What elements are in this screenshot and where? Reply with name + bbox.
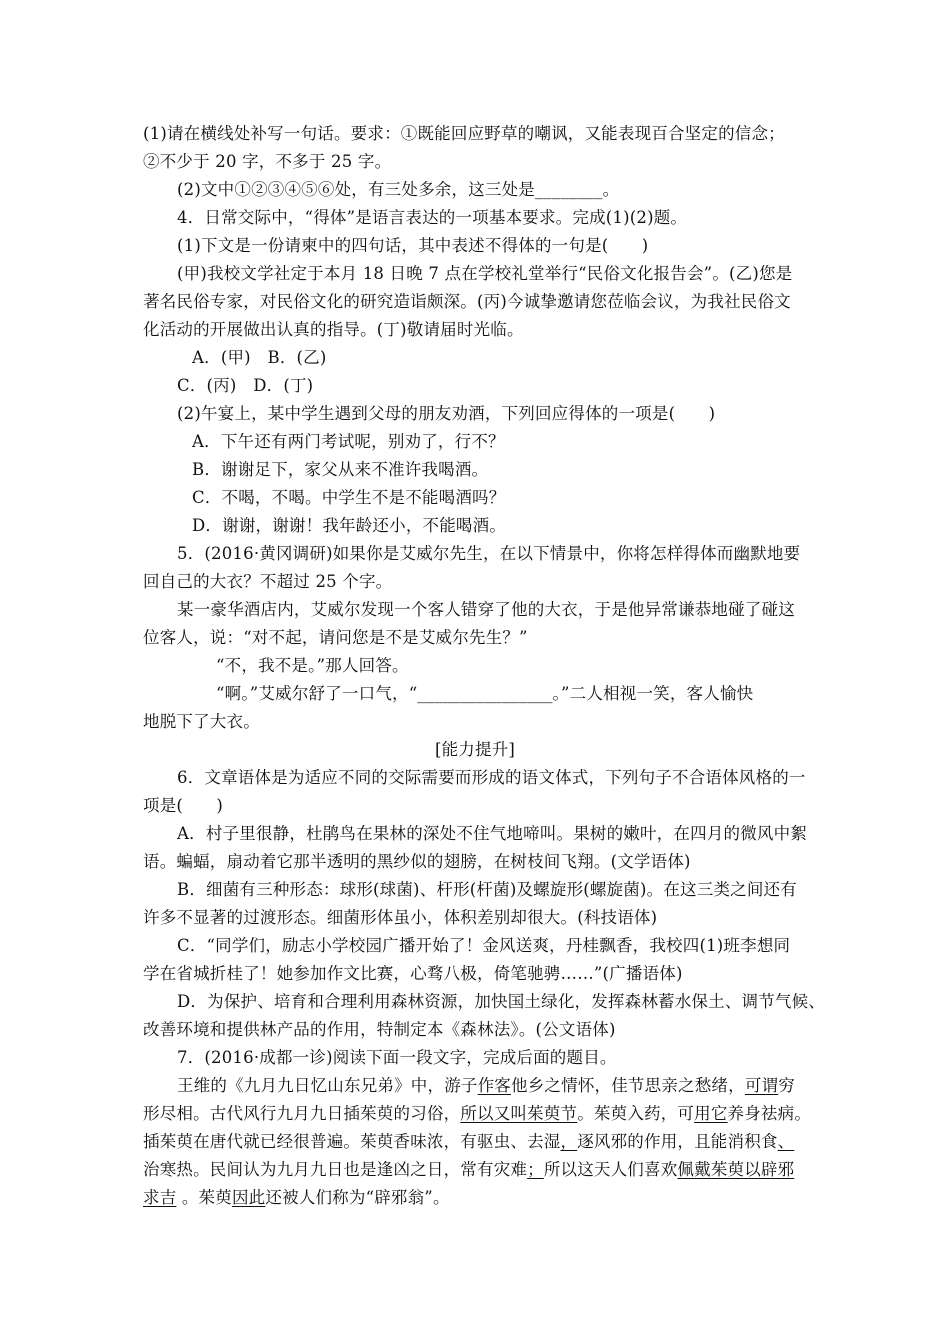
text-line: 地脱下了大衣。 [143, 712, 260, 731]
option-d: D．谢谢，谢谢！我年龄还小，不能喝酒。 [192, 516, 507, 535]
text-line: (1)请在横线处补写一句话。要求：①既能回应野草的嘲讽，又能表现百合坚定的信念； [143, 124, 785, 143]
question-4: 4．日常交际中，“得体”是语言表达的一项基本要求。完成(1)(2)题。 [177, 208, 688, 227]
text-line: 某一豪华酒店内，艾威尔发现一个客人错穿了他的大衣，于是他异常谦恭地碰了碰这 [177, 600, 795, 619]
text-line: 改善环境和提供林产品的作用，特制定本《森林法》。(公文语体) [143, 1020, 616, 1039]
option-c: C．“同学们，励志小学校园广播开始了！金风送爽，丹桂飘香，我校四(1)班李想同 [177, 936, 791, 955]
text-line: 著名民俗专家，对民俗文化的研究造诣颇深。(丙)今诚挚邀请您莅临会议，为我社民俗文 [143, 292, 791, 311]
passage-line: 形尽相。古代风行九月九日插茱萸的习俗，所以又叫茱萸节。茱萸入药，可用它养身祛病。 [143, 1104, 812, 1123]
option-b: B．细菌有三种形态：球形(球菌)、杆形(杆菌)及螺旋形(螺旋菌)。在这三类之间还有 [177, 880, 797, 899]
question-7: 7．(2016·成都一诊)阅读下面一段文字，完成后面的题目。 [177, 1048, 617, 1067]
text-line: (2)午宴上，某中学生遇到父母的朋友劝酒，下列回应得体的一项是( ) [177, 404, 716, 423]
text-line: “不，我不是。”那人回答。 [216, 656, 409, 675]
option-a: A．村子里很静，杜鹃鸟在果林的深处不住气地啼叫。果树的嫩叶，在四月的微风中絮 [177, 824, 808, 843]
section-heading: [能力提升] [434, 740, 516, 759]
option-d: D．为保护、培育和合理利用森林资源，加快国土绿化，发挥森林蓄水保土、调节气候、 [177, 992, 826, 1011]
passage-line: 治寒热。民间认为九月九日也是逢凶之日，常有灾难；所以这天人们喜欢佩戴茱萸以辟邪 [143, 1160, 795, 1179]
passage-line: 求吉 。茱萸因此还被人们称为“辟邪翁”。 [143, 1188, 450, 1207]
option-a: A．下午还有两门考试呢，别劝了，行不？ [192, 432, 505, 451]
passage-line: 插茱萸在唐代就已经很普遍。茱萸香味浓，有驱虫、去湿，逐风邪的作用，且能消积食、 [143, 1132, 795, 1151]
option-line: C．(丙) D．(丁) [177, 376, 314, 395]
option-c: C．不喝，不喝。中学生不是不能喝酒吗？ [192, 488, 506, 507]
question-5: 5．(2016·黄冈调研)如果你是艾威尔先生，在以下情景中，你将怎样得体而幽默地要 [177, 544, 801, 563]
text-line: 学在省城折桂了！她参加作文比赛，心骛八极，倚笔驰骋……”(广播语体) [143, 964, 683, 983]
option-line: A．(甲) B．(乙) [192, 348, 327, 367]
text-line: 项是( ) [143, 796, 224, 815]
text-line: 化活动的开展做出认真的指导。(丁)敬请届时光临。 [143, 320, 524, 339]
text-line: (2)文中①②③④⑤⑥处，有三处多余，这三处是________。 [177, 180, 620, 199]
text-line: “啊。”艾威尔舒了一口气，“________________。”二人相视一笑，客人愉快 [216, 684, 754, 703]
text-line: 许多不显著的过渡形态。细菌形体虽小，体积差别却很大。(科技语体) [143, 908, 658, 927]
text-line: 语。蝙蝠，扇动着它那半透明的黑纱似的翅膀，在树枝间飞翔。(文学语体) [143, 852, 691, 871]
text-line: (甲)我校文学社定于本月 18 日晚 7 点在学校礼堂举行“民俗文化报告会”。(乙)您是 [177, 264, 793, 283]
passage-line: 王维的《九月九日忆山东兄弟》中，游子作客他乡之情怀，佳节思亲之愁绪，可谓穷 [177, 1076, 795, 1095]
question-6: 6．文章语体是为适应不同的交际需要而形成的语文体式，下列句子不合语体风格的一 [177, 768, 806, 787]
text-line: ②不少于 20 字，不多于 25 字。 [143, 152, 392, 171]
text-line: 位客人，说：“对不起，请问您是不是艾威尔先生？” [143, 628, 528, 647]
option-b: B．谢谢足下，家父从来不准许我喝酒。 [192, 460, 489, 479]
text-line: 回自己的大衣？不超过 25 个字。 [143, 572, 393, 591]
text-line: (1)下文是一份请柬中的四句话，其中表述不得体的一句是( ) [177, 236, 649, 255]
